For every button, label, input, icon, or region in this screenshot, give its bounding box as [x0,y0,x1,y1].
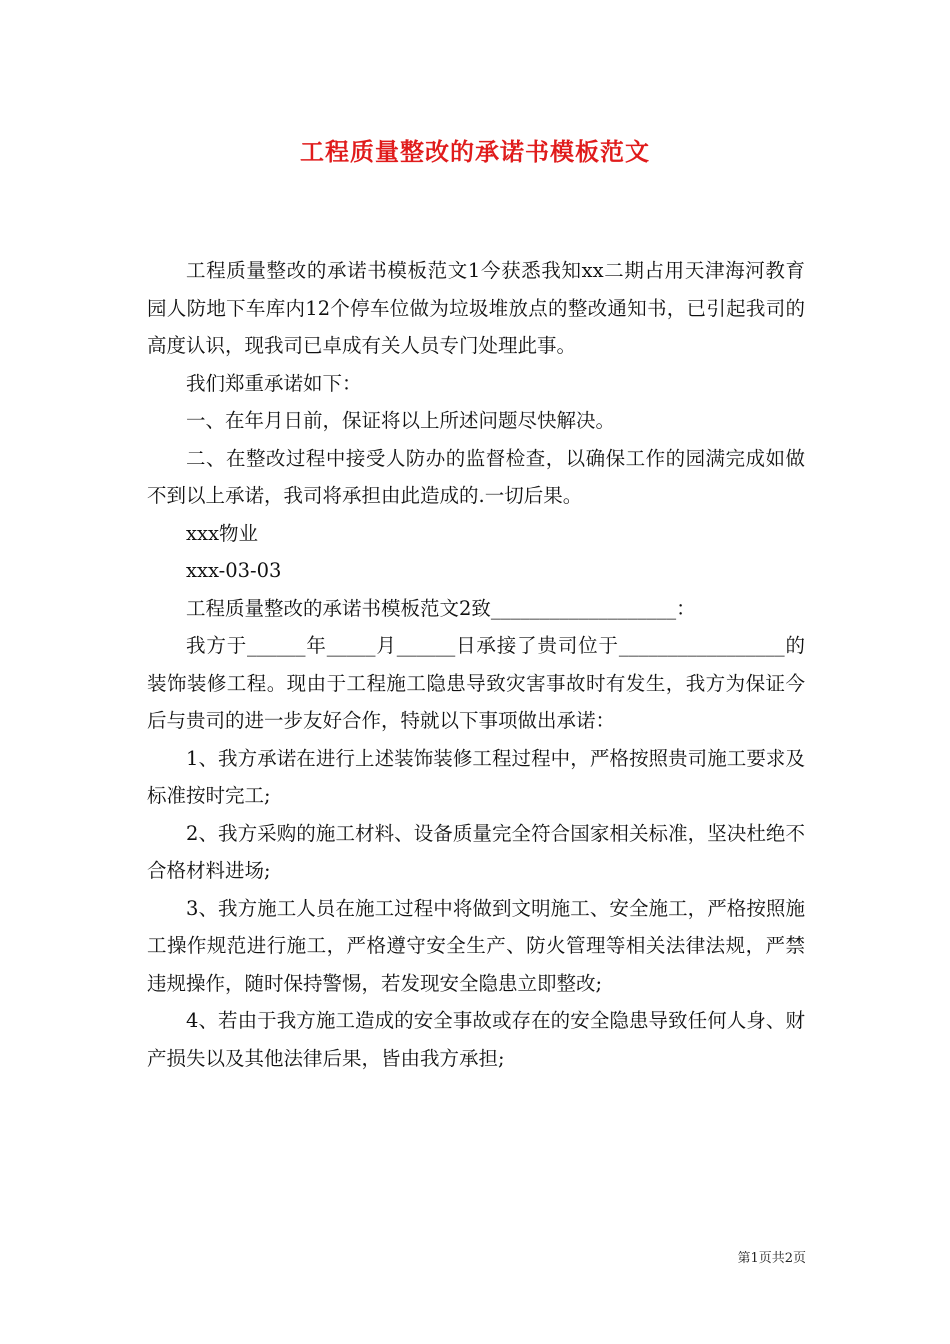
paragraph-clause-2: 2、我方采购的施工材料、设备质量完全符合国家相关标准，坚决杜绝不合格材料进场; [147,821,805,882]
paragraph-item-one: 一、在年月日前，保证将以上所述问题尽快解决。 [186,409,616,432]
signature-date: xxx-03-03 [186,559,282,582]
paragraph-clause-3: 3、我方施工人员在施工过程中将做到文明施工、安全施工，严格按照施工操作规范进行施工，严格遵守安全生产、防火管理等相关法律法规，严禁违规操作，随时保持警惕，若发现安全隐患立即整改; [147,896,805,995]
paragraph-clause-4: 4、若由于我方施工造成的安全事故或存在的安全隐患导致任何人身、财产损失以及其他法律后果，皆由我方承担; [147,1009,805,1070]
paragraph-intro: 工程质量整改的承诺书模板范文1今获悉我知xx二期占用天津海河教育园人防地下车库内12个停车位做为垃圾堆放点的整改通知书，已引起我司的高度认识，现我司已卓成有关人员专门处理此事。 [147,259,805,357]
document-body [147,252,805,1077]
document-title: 工程质量整改的承诺书模板范文 [300,137,650,166]
signature-company: xxx物业 [186,521,258,545]
paragraph-template-two-heading: 工程质量整改的承诺书模板范文2致___________________： [186,596,696,620]
page-number: 第1页共2页 [737,1251,806,1266]
paragraph-pledge-heading: 我们郑重承诺如下： [186,371,362,395]
paragraph-clause-1: 1、我方承诺在进行上述装饰装修工程过程中，严格按照贵司施工要求及标准按时完工; [147,746,805,807]
paragraph-item-two: 二、在整改过程中接受人防办的监督检查，以确保工作的园满完成如做不到以上承诺，我司将承担由此造成的.一切后果。 [147,446,805,507]
paragraph-template-two-intro: 我方于______年_____月______日承接了贵司位于_________________的装饰装修工程。现由于工程施工隐患导致灾害事故时有发生，我方为保证今后与贵司的进一步友好合作，特就以下事项做出承诺： [147,634,805,732]
